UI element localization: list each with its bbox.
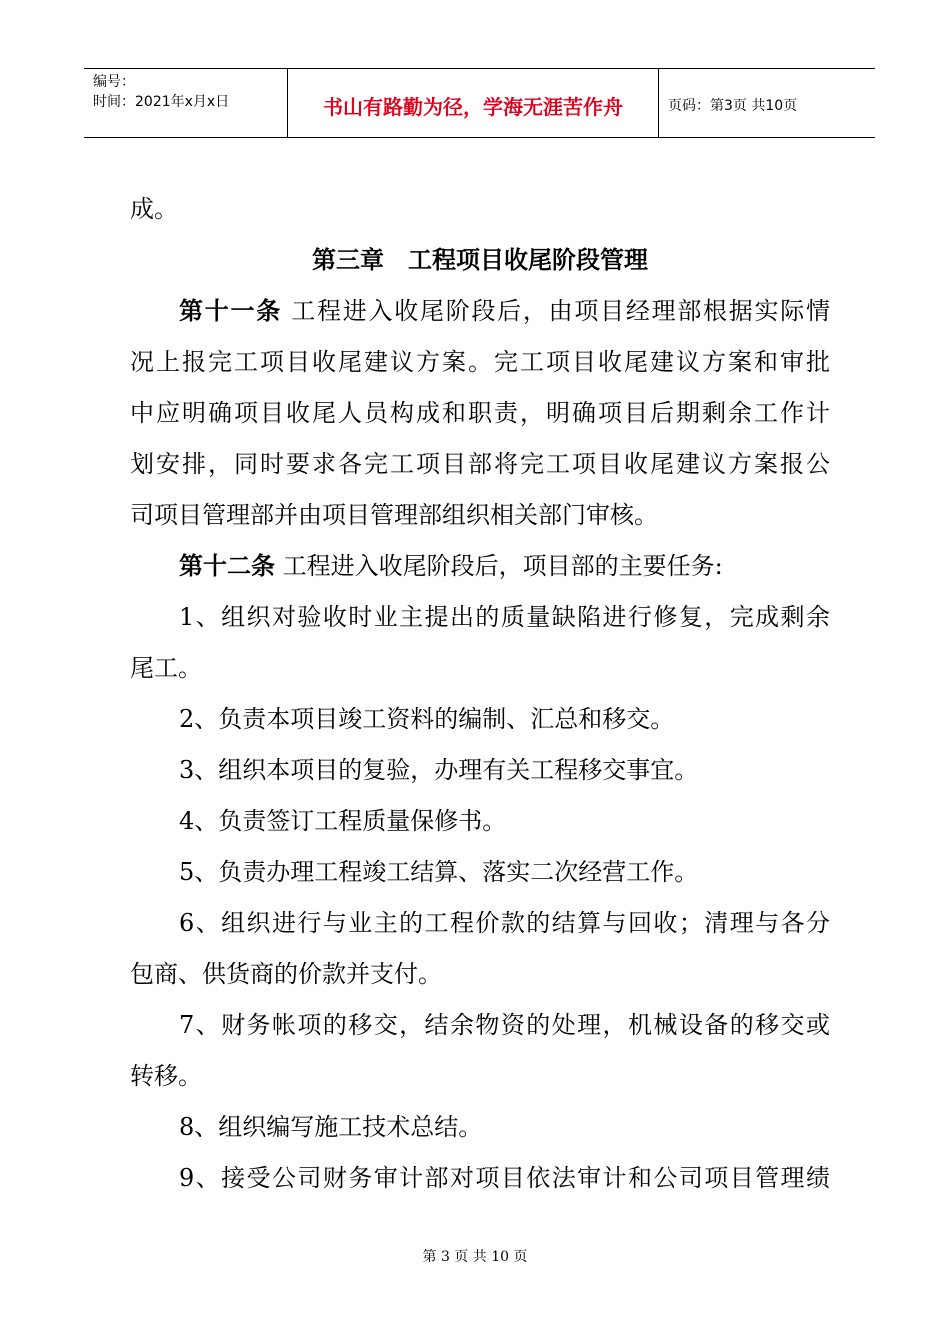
chapter-title: 第三章 工程项目收尾阶段管理 bbox=[312, 246, 648, 274]
document-body bbox=[130, 184, 830, 1204]
paragraph-line bbox=[130, 286, 830, 337]
list-item: 4、负责签订工程质量保修书。 bbox=[179, 807, 507, 835]
article-text: 工程进入收尾阶段后，项目部的主要任务: bbox=[275, 552, 723, 580]
list-item: 6、组织进行与业主的工程价款的结算与回收；清理与各分 bbox=[179, 909, 830, 937]
list-item: 9、接受公司财务审计部对项目依法审计和公司项目管理绩 bbox=[179, 1164, 830, 1192]
list-item-continuation: 尾工。 bbox=[130, 654, 202, 682]
page-header bbox=[84, 68, 875, 138]
paragraph-line: 司项目管理部并由项目管理部组织相关部门审核。 bbox=[130, 501, 658, 529]
document-number-label: 编号： bbox=[93, 74, 135, 90]
header-page-code: 页码：第3页 共10页 bbox=[668, 98, 798, 114]
article-text: 工程进入收尾阶段后，由项目经理部根据实际情 bbox=[281, 297, 830, 325]
paragraph-line: 划安排，同时要求各完工项目部将完工项目收尾建议方案报公 bbox=[130, 450, 830, 478]
paragraph-line bbox=[130, 541, 830, 592]
page-footer: 第 3 页 共 10 页 bbox=[422, 1249, 528, 1265]
list-item-continuation: 转移。 bbox=[130, 1062, 202, 1090]
list-item: 7、财务帐项的移交，结余物资的处理，机械设备的移交或 bbox=[179, 1011, 830, 1039]
paragraph-line: 中应明确项目收尾人员构成和职责，明确项目后期剩余工作计 bbox=[130, 399, 830, 427]
list-item: 3、组织本项目的复验，办理有关工程移交事宜。 bbox=[179, 756, 699, 784]
document-time-label: 时间：2021年x月x日 bbox=[93, 94, 230, 110]
header-meta bbox=[84, 69, 287, 137]
paragraph-line: 况上报完工项目收尾建议方案。完工项目收尾建议方案和审批 bbox=[130, 348, 830, 376]
list-item: 2、负责本项目竣工资料的编制、汇总和移交。 bbox=[179, 705, 675, 733]
list-item-continuation: 包商、供货商的价款并支付。 bbox=[130, 960, 442, 988]
list-item: 5、负责办理工程竣工结算、落实二次经营工作。 bbox=[179, 858, 699, 886]
list-item: 1、组织对验收时业主提出的质量缺陷进行修复，完成剩余 bbox=[179, 603, 830, 631]
list-item: 8、组织编写施工技术总结。 bbox=[179, 1113, 483, 1141]
article-heading: 第十二条 bbox=[179, 552, 275, 580]
paragraph-line: 成。 bbox=[130, 195, 178, 223]
article-heading: 第十一条 bbox=[179, 297, 282, 325]
header-motto: 书山有路勤为径，学海无涯苦作舟 bbox=[287, 69, 659, 137]
